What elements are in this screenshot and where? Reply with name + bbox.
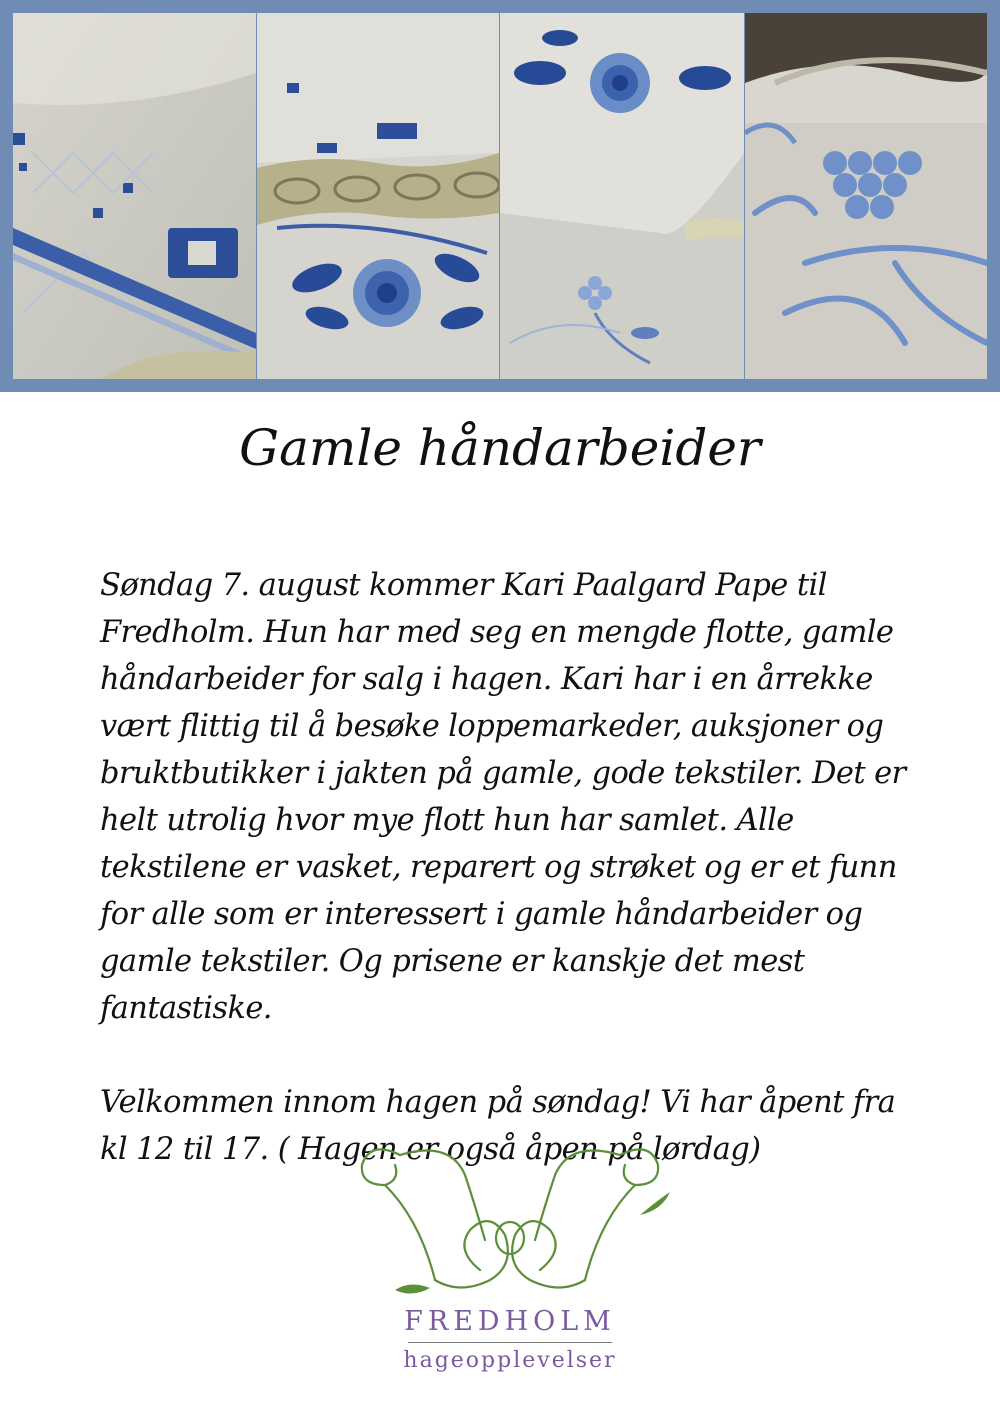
- logo-tagline: hageopplevelser: [403, 1348, 617, 1373]
- ornament-icon: [340, 1130, 680, 1310]
- folded-embroidered-cloth-photo: [500, 13, 744, 379]
- grape-embroidery-photo: [745, 13, 987, 379]
- embroidered-linen-photo: [13, 13, 256, 379]
- description-paragraph: Søndag 7. august kommer Kari Paalgard Pape til Fredholm. Hun har med seg en mengde flotte, gamle håndarbeider for salg i hagen. Kari har i en årrekke vært flittig til å besøke loppemarkeder, auksjoner og bruktbutikker i jakten på gamle, gode tekstiler. Det er helt utrolig hvor mye flott hun har samlet. Alle tekstilene er vasket, reparert og strøket og er et funn for alle som er interessert i gamle håndarbeider og gamle tekstiler. Og prisene er kanskje det mest fantastiske.: [100, 568, 906, 1026]
- logo-name: FREDHOLM: [404, 1306, 616, 1337]
- fredholm-logo: [340, 1130, 680, 1400]
- page-title: Gamle håndarbeider: [239, 419, 761, 477]
- photo-banner: [0, 0, 1000, 392]
- logo-divider: [408, 1342, 612, 1343]
- event-description: [100, 562, 920, 1173]
- opening-hours-paragraph: Velkommen innom hagen på søndag! Vi har åpent fra kl 12 til 17. ( Hagen er også åpen på lørdag): [100, 1085, 896, 1167]
- blue-rose-embroidery-photo: [257, 13, 499, 379]
